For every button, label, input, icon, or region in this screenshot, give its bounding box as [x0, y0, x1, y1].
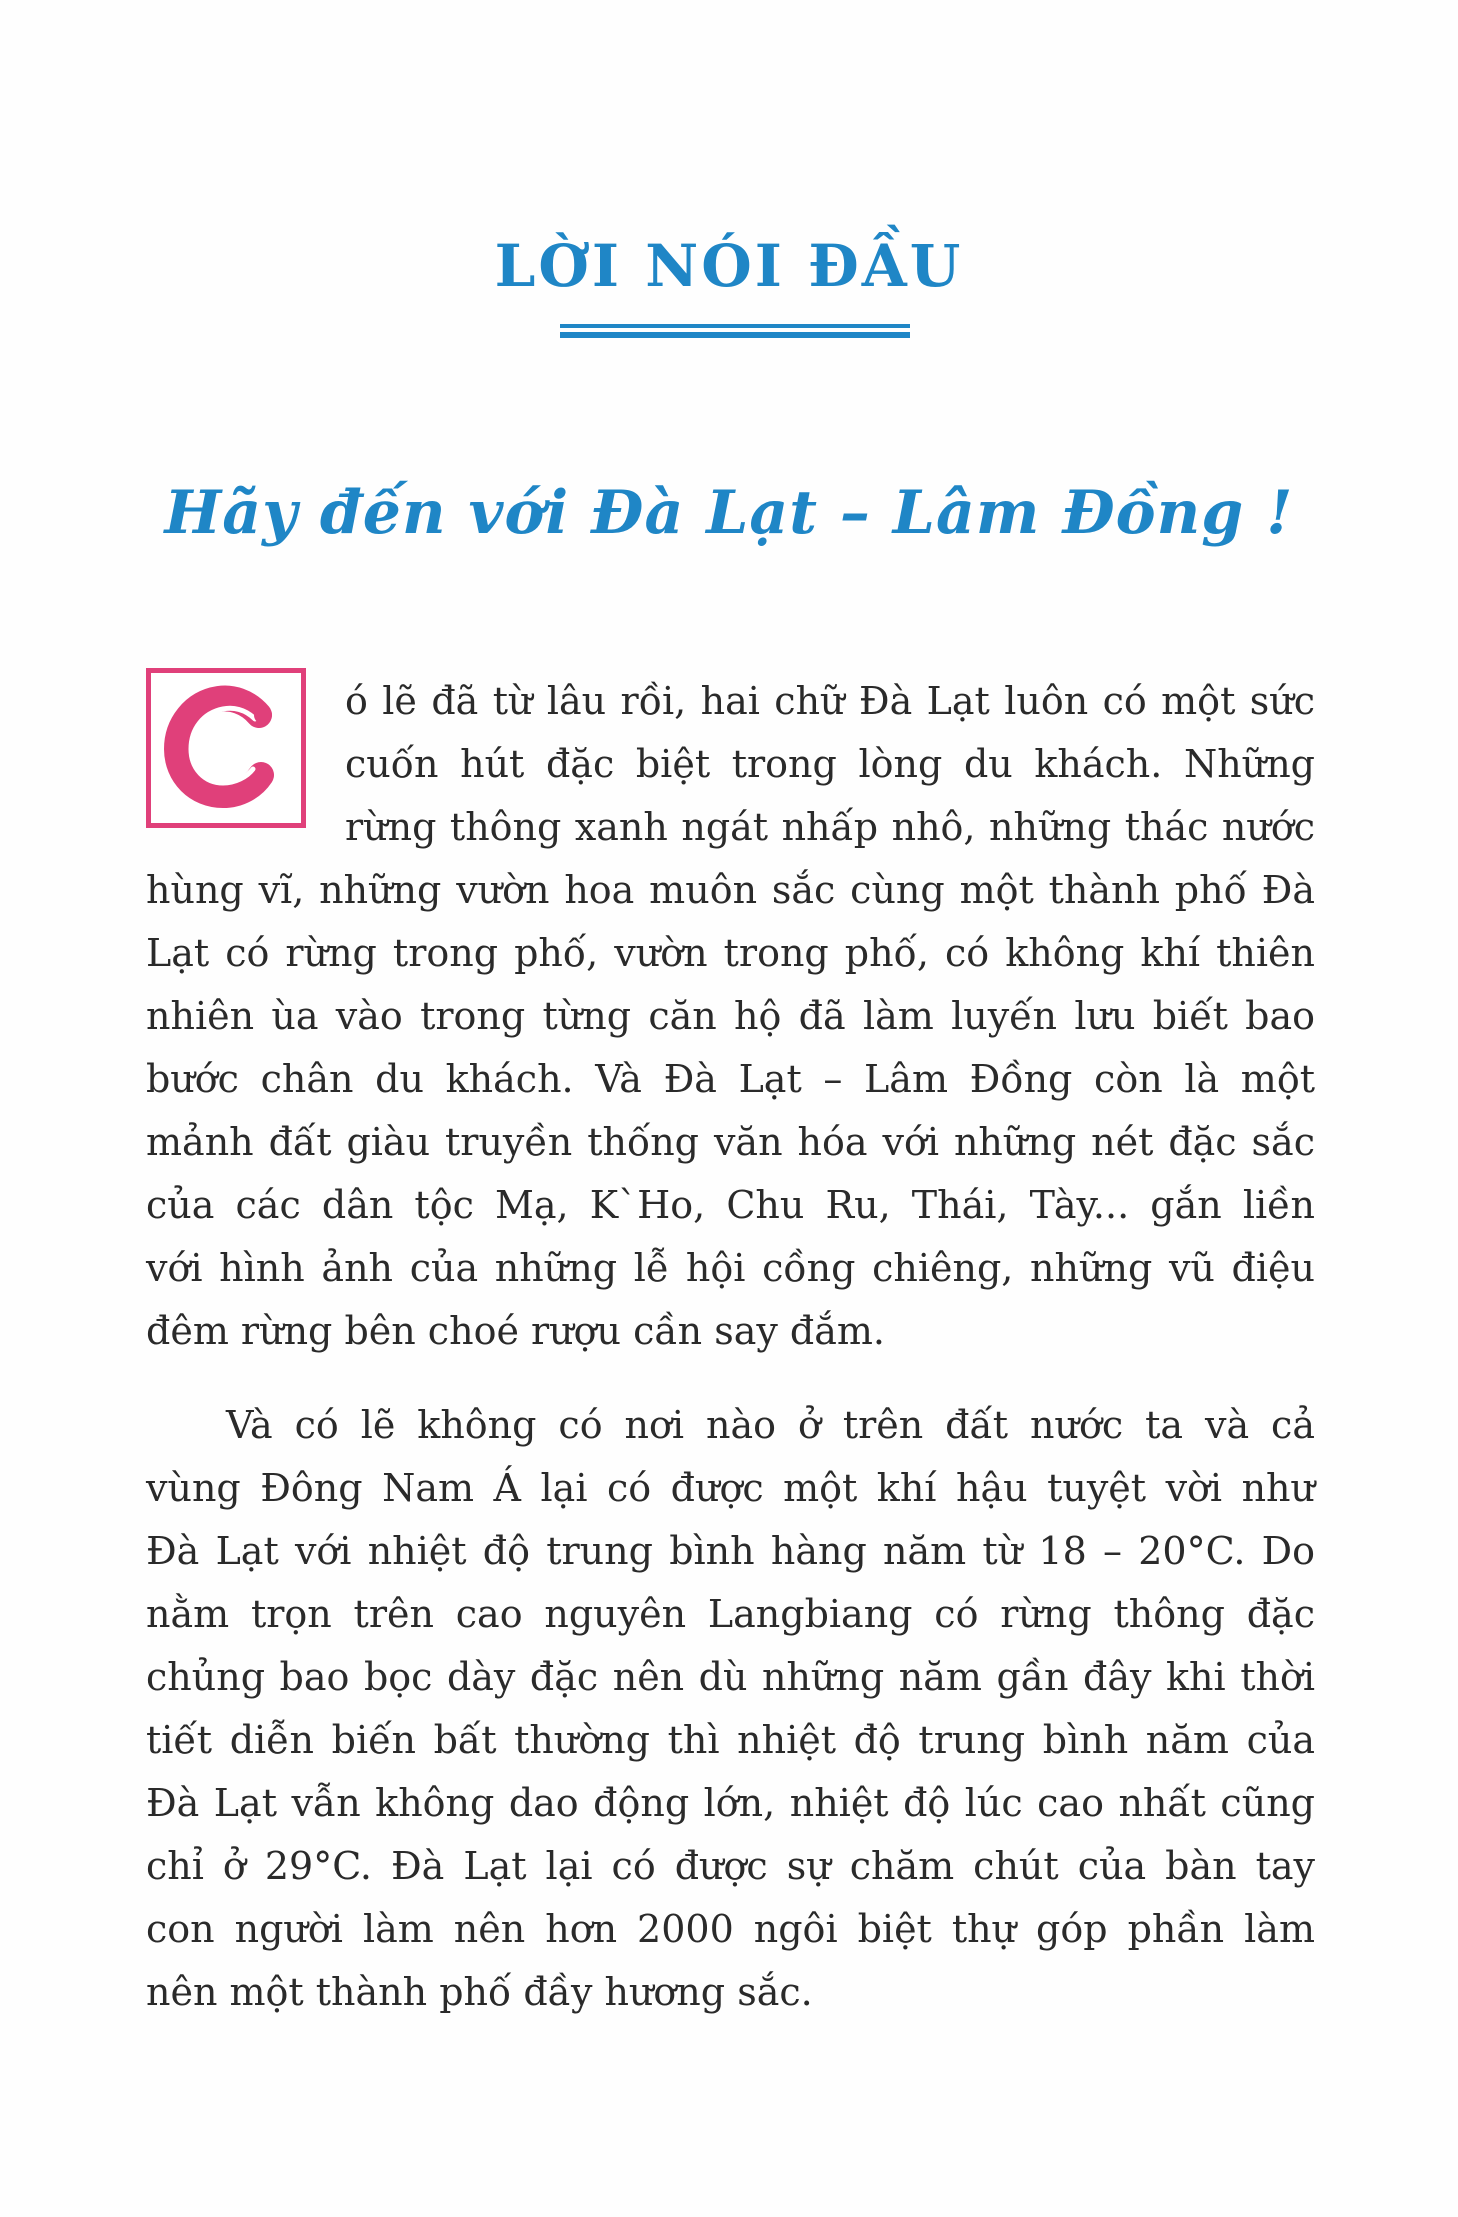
paragraph-line: cuốn hút đặc biệt trong lòng du khách. Những [345, 742, 1315, 786]
paragraph-line: vùng Đông Nam Á lại có được một khí hậu tuyệt vời như [146, 1466, 1315, 1510]
paragraph-line: Đà Lạt với nhiệt độ trung bình hàng năm từ 18 – 20°C. Do [146, 1529, 1315, 1573]
paragraph-line: rừng thông xanh ngát nhấp nhô, những thác nước [345, 805, 1315, 849]
paragraph-line: nằm trọn trên cao nguyên Langbiang có rừng thông đặc [146, 1592, 1315, 1636]
paragraph-line: Đà Lạt vẫn không dao động lớn, nhiệt độ lúc cao nhất cũng [146, 1781, 1315, 1825]
subtitle: Hãy đến với Đà Lạt – Lâm Đồng ! [164, 478, 1294, 548]
paragraph-line: nhiên ùa vào trong từng căn hộ đã làm luyến lưu biết bao [146, 994, 1315, 1038]
paragraph-line: hùng vĩ, những vườn hoa muôn sắc cùng một thành phố Đà [146, 868, 1315, 912]
paragraph-line: ó lẽ đã từ lâu rồi, hai chữ Đà Lạt luôn có một sức [345, 679, 1315, 723]
page-title: LỜI NÓI ĐẦU [494, 232, 964, 300]
paragraph-line: nên một thành phố đầy hương sắc. [146, 1970, 813, 2014]
dropcap-box [146, 668, 306, 828]
paragraph-line: Và có lẽ không có nơi nào ở trên đất nước ta và cả [226, 1403, 1315, 1447]
dropcap-c-icon [163, 685, 289, 811]
paragraph-line: tiết diễn biến bất thường thì nhiệt độ trung bình năm của [146, 1718, 1315, 1762]
title-underline-thick [560, 332, 910, 338]
paragraph-line: Lạt có rừng trong phố, vườn trong phố, có không khí thiên [146, 931, 1315, 975]
paragraph-line: bước chân du khách. Và Đà Lạt – Lâm Đồng còn là một [146, 1057, 1315, 1101]
paragraph-line: chủng bao bọc dày đặc nên dù những năm gần đây khi thời [146, 1655, 1315, 1699]
paragraph-line: đêm rừng bên choé rượu cần say đắm. [146, 1309, 885, 1353]
paragraph-line: với hình ảnh của những lễ hội cồng chiêng, những vũ điệu [146, 1246, 1315, 1290]
paragraph-line: chỉ ở 29°C. Đà Lạt lại có được sự chăm chút của bàn tay [146, 1844, 1315, 1888]
paragraph-line: mảnh đất giàu truyền thống văn hóa với những nét đặc sắc [146, 1120, 1315, 1164]
paragraph-line: con người làm nên hơn 2000 ngôi biệt thự góp phần làm [146, 1907, 1315, 1951]
title-underline [560, 324, 910, 338]
paragraph-line: của các dân tộc Mạ, K`Ho, Chu Ru, Thái, Tày... gắn liền [146, 1183, 1315, 1227]
title-underline-thin [560, 324, 910, 328]
